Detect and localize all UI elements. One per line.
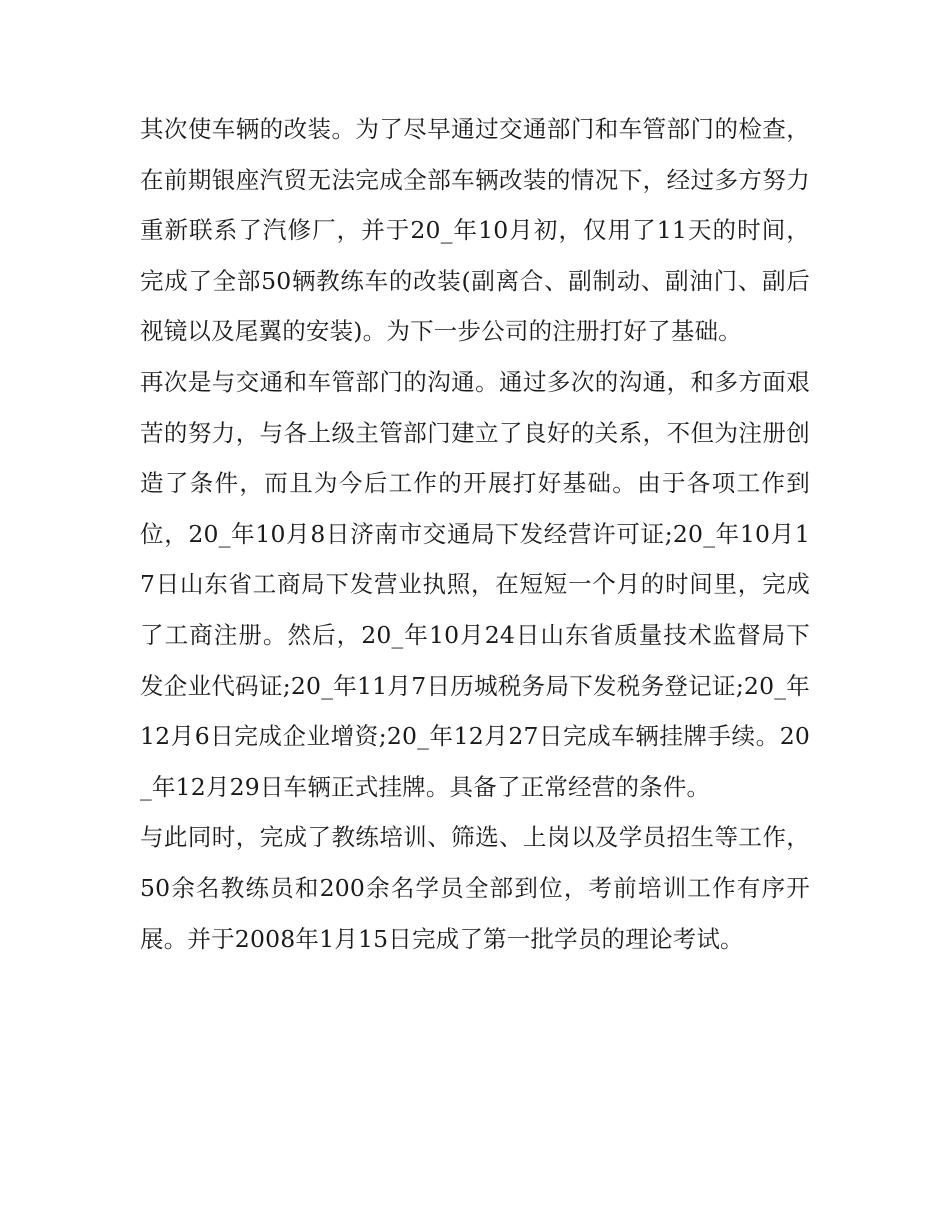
paragraph-department-communication: 再次是与交通和车管部门的沟通。通过多次的沟通，和多方面艰苦的努力，与各上级主管部门建立了良好的关系，不但为注册创造了条件，而且为今后工作的开展打好基础。由于各项工作到位，20_年10月8日济南市交通局下发经营许可证;20_年10月17日山东省工商局下发营业执照，在短短一个月的时间里，完成了工商注册。然后，20_年10月24日山东省质量技术监督局下发企业代码证;20_年11月7日历城税务局下发税务登记证;20_年12月6日完成企业增资;20_年12月27日完成车辆挂牌手续。20_年12月29日车辆正式挂牌。具备了正常经营的条件。 bbox=[140, 367, 810, 801]
paragraph-training-enrollment: 与此同时，完成了教练培训、筛选、上岗以及学员招生等工作，50余名教练员和200余名学员全部到位，考前培训工作有序开展。并于2008年1月15日完成了第一批学员的理论考试。 bbox=[140, 823, 810, 953]
paragraph-vehicle-modification: 其次使车辆的改装。为了尽早通过交通部门和车管部门的检查，在前期银座汽贸无法完成全部车辆改装的情况下，经过多方努力重新联系了汽修厂，并于20_年10月初，仅用了11天的时间，完成了全部50辆教练车的改装(副离合、副制动、副油门、副后视镜以及尾翼的安装)。为下一步公司的注册打好了基础。 bbox=[140, 115, 810, 346]
document-body bbox=[140, 104, 810, 964]
